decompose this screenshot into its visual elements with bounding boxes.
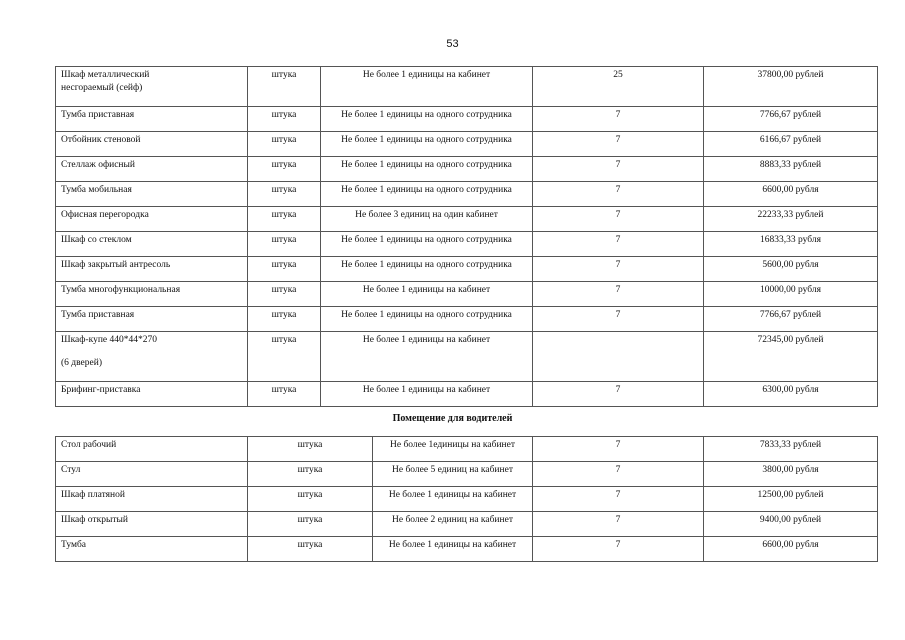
item-name-cell: Тумба	[56, 537, 248, 562]
item-name-cell: Офисная перегородка	[56, 207, 248, 232]
drivers-room-table	[55, 436, 878, 562]
norm-cell: Не более 1 единицы на кабинет	[321, 332, 533, 382]
table-row	[56, 437, 878, 462]
unit-cell: штука	[248, 232, 321, 257]
price-cell: 6166,67 рублей	[704, 132, 878, 157]
norm-cell: Не более 1 единицы на одного сотрудника	[321, 182, 533, 207]
norm-cell: Не более 3 единиц на один кабинет	[321, 207, 533, 232]
norm-cell: Не более 2 единиц на кабинет	[373, 512, 533, 537]
unit-cell: штука	[248, 332, 321, 382]
price-cell: 7766,67 рублей	[704, 307, 878, 332]
item-name-continued: (6 дверей)	[61, 358, 102, 368]
norm-cell: Не более 5 единиц на кабинет	[373, 462, 533, 487]
norm-cell: Не более 1 единицы на одного сотрудника	[321, 132, 533, 157]
table-row	[56, 512, 878, 537]
table-row	[56, 257, 878, 282]
table-row	[56, 307, 878, 332]
unit-cell: штука	[248, 182, 321, 207]
table-row	[56, 487, 878, 512]
norm-cell: Не более 1 единицы на кабинет	[321, 67, 533, 107]
item-name-cell	[56, 67, 248, 107]
unit-cell: штука	[248, 512, 373, 537]
service-life-cell	[533, 332, 704, 382]
table-row	[56, 382, 878, 407]
price-cell: 12500,00 рублей	[704, 487, 878, 512]
item-name: Шкаф-купе 440*44*270	[61, 335, 157, 345]
unit-cell: штука	[248, 257, 321, 282]
price-cell: 5600,00 рубля	[704, 257, 878, 282]
service-life-cell: 7	[533, 462, 704, 487]
unit-cell: штука	[248, 132, 321, 157]
item-name-cell: Стол рабочий	[56, 437, 248, 462]
unit-cell: штука	[248, 67, 321, 107]
section-heading: Помещение для водителей	[392, 413, 513, 424]
item-name-cell	[56, 332, 248, 382]
unit-cell: штука	[248, 382, 321, 407]
price-cell: 9400,00 рублей	[704, 512, 878, 537]
price-cell: 72345,00 рублей	[704, 332, 878, 382]
service-life-cell: 7	[533, 437, 704, 462]
norm-cell: Не более 1единицы на кабинет	[373, 437, 533, 462]
norm-cell: Не более 1 единицы на кабинет	[373, 537, 533, 562]
furniture-table	[55, 66, 878, 407]
item-name: Шкаф металлический	[61, 70, 150, 80]
price-cell: 8883,33 рублей	[704, 157, 878, 182]
price-cell: 10000,00 рубля	[704, 282, 878, 307]
item-name-cell: Брифинг-приставка	[56, 382, 248, 407]
page-number: 53	[446, 38, 459, 50]
item-name-cell: Стеллаж офисный	[56, 157, 248, 182]
price-cell: 6300,00 рубля	[704, 382, 878, 407]
unit-cell: штука	[248, 282, 321, 307]
item-name-cell: Шкаф открытый	[56, 512, 248, 537]
table-row	[56, 462, 878, 487]
item-name-cell: Шкаф платяной	[56, 487, 248, 512]
unit-cell: штука	[248, 107, 321, 132]
unit-cell: штука	[248, 207, 321, 232]
service-life-cell: 7	[533, 307, 704, 332]
unit-cell: штука	[248, 462, 373, 487]
unit-cell: штука	[248, 437, 373, 462]
price-cell: 7766,67 рублей	[704, 107, 878, 132]
item-name-cell: Стул	[56, 462, 248, 487]
service-life-cell: 7	[533, 132, 704, 157]
item-name-cell: Тумба приставная	[56, 107, 248, 132]
table-row	[56, 107, 878, 132]
service-life-cell: 7	[533, 382, 704, 407]
service-life-cell: 7	[533, 157, 704, 182]
price-cell: 37800,00 рублей	[704, 67, 878, 107]
table-row	[56, 232, 878, 257]
table-row	[56, 537, 878, 562]
table-row	[56, 157, 878, 182]
service-life-cell: 7	[533, 537, 704, 562]
norm-cell: Не более 1 единицы на одного сотрудника	[321, 257, 533, 282]
table-row	[56, 207, 878, 232]
table-row	[56, 67, 878, 107]
unit-cell: штука	[248, 307, 321, 332]
item-name-cell: Шкаф со стеклом	[56, 232, 248, 257]
price-cell: 22233,33 рублей	[704, 207, 878, 232]
item-name-cell: Отбойник стеновой	[56, 132, 248, 157]
price-cell: 3800,00 рубля	[704, 462, 878, 487]
norm-cell: Не более 1 единицы на кабинет	[321, 282, 533, 307]
service-life-cell: 7	[533, 182, 704, 207]
item-name-cell: Тумба многофункциональная	[56, 282, 248, 307]
price-cell: 16833,33 рубля	[704, 232, 878, 257]
norm-cell: Не более 1 единицы на одного сотрудника	[321, 107, 533, 132]
price-cell: 7833,33 рублей	[704, 437, 878, 462]
table-row	[56, 182, 878, 207]
table-row	[56, 282, 878, 307]
table-row	[56, 132, 878, 157]
service-life-cell: 25	[533, 67, 704, 107]
norm-cell: Не более 1 единицы на одного сотрудника	[321, 157, 533, 182]
price-cell: 6600,00 рубля	[704, 537, 878, 562]
norm-cell: Не более 1 единицы на одного сотрудника	[321, 307, 533, 332]
item-name-cell: Тумба мобильная	[56, 182, 248, 207]
unit-cell: штука	[248, 157, 321, 182]
norm-cell: Не более 1 единицы на одного сотрудника	[321, 232, 533, 257]
service-life-cell: 7	[533, 282, 704, 307]
table-row	[56, 332, 878, 382]
norm-cell: Не более 1 единицы на кабинет	[321, 382, 533, 407]
service-life-cell: 7	[533, 107, 704, 132]
unit-cell: штука	[248, 537, 373, 562]
unit-cell: штука	[248, 487, 373, 512]
service-life-cell: 7	[533, 257, 704, 282]
norm-cell: Не более 1 единицы на кабинет	[373, 487, 533, 512]
item-name-cell: Тумба приставная	[56, 307, 248, 332]
service-life-cell: 7	[533, 487, 704, 512]
service-life-cell: 7	[533, 512, 704, 537]
service-life-cell: 7	[533, 207, 704, 232]
service-life-cell: 7	[533, 232, 704, 257]
item-name-cell: Шкаф закрытый антресоль	[56, 257, 248, 282]
price-cell: 6600,00 рубля	[704, 182, 878, 207]
item-name-continued: несгораемый (сейф)	[61, 83, 143, 93]
